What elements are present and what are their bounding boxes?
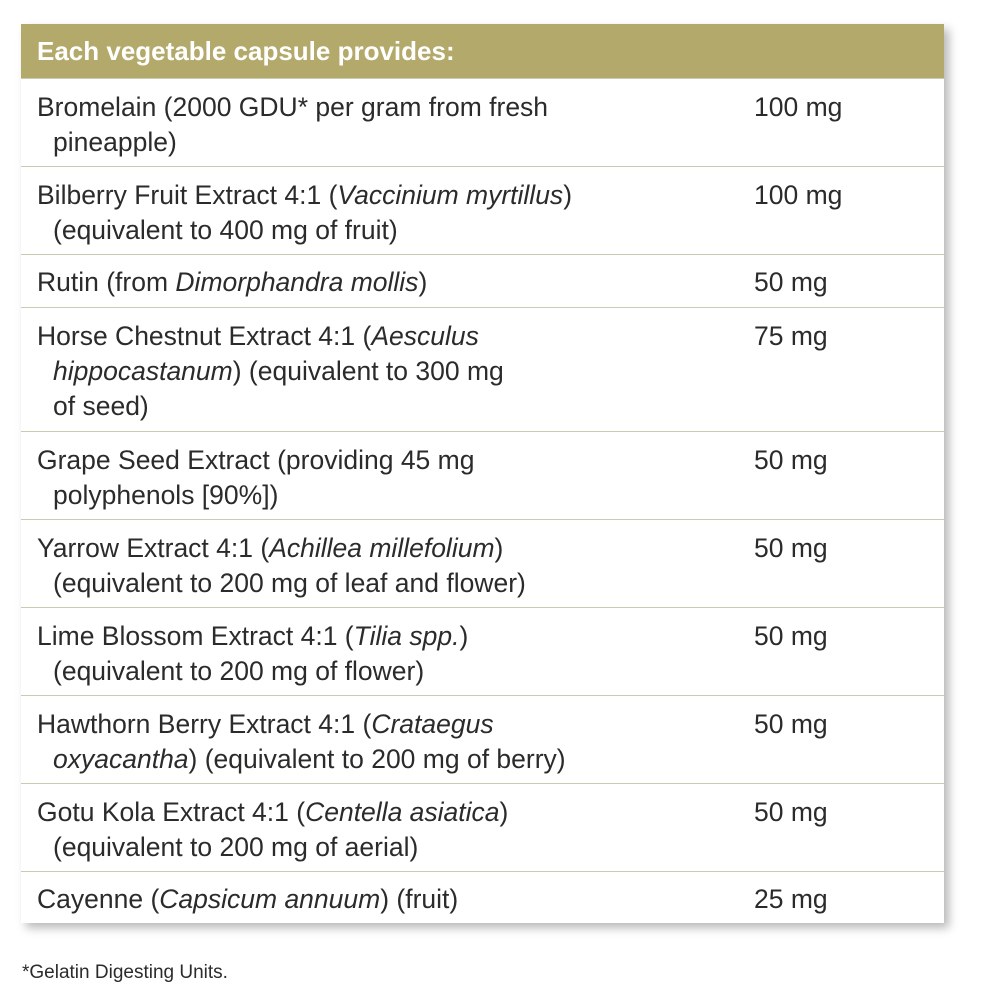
table-row <box>21 519 944 607</box>
table-row <box>21 78 944 166</box>
ingredient-cell <box>21 443 739 519</box>
ingredient-line-1: Cayenne (Capsicum annuum) (fruit) <box>37 884 459 914</box>
ingredient-cell <box>21 265 739 307</box>
ingredient-cell <box>21 707 739 783</box>
footnote: *Gelatin Digesting Units. <box>22 962 228 983</box>
ingredient-line-2: hippocastanum) (equivalent to 300 mg <box>53 356 504 386</box>
ingredient-cell <box>21 882 739 923</box>
ingredient-line-1: Lime Blossom Extract 4:1 (Tilia spp.) <box>37 621 469 651</box>
ingredient-line-1: Gotu Kola Extract 4:1 (Centella asiatica) <box>37 797 509 827</box>
ingredient-cell <box>21 319 739 431</box>
ingredient-line-3: of seed) <box>53 391 149 421</box>
table-row <box>21 166 944 254</box>
ingredient-line-1: Bilberry Fruit Extract 4:1 (Vaccinium myrtillus) <box>37 180 573 210</box>
amount-cell: 100 mg <box>754 92 843 122</box>
ingredient-cell <box>21 619 739 695</box>
amount-cell: 25 mg <box>754 884 828 914</box>
amount-cell: 50 mg <box>754 267 828 297</box>
table-row <box>21 431 944 519</box>
amount-cell: 50 mg <box>754 709 828 739</box>
amount-cell: 50 mg <box>754 445 828 475</box>
table-row <box>21 783 944 871</box>
ingredient-cell <box>21 178 739 254</box>
table-header: Each vegetable capsule provides: <box>21 24 944 78</box>
ingredient-line-2: (equivalent to 200 mg of leaf and flower) <box>53 568 526 598</box>
ingredient-line-2: polyphenols [90%]) <box>53 480 279 510</box>
ingredient-cell <box>21 795 739 871</box>
amount-cell: 50 mg <box>754 621 828 651</box>
supplement-facts-table <box>21 24 944 923</box>
table-row <box>21 871 944 923</box>
amount-cell: 75 mg <box>754 321 828 351</box>
amount-cell: 50 mg <box>754 797 828 827</box>
ingredient-line-2: (equivalent to 200 mg of flower) <box>53 656 425 686</box>
ingredient-line-1: Hawthorn Berry Extract 4:1 (Crataegus <box>37 709 494 739</box>
amount-cell: 100 mg <box>754 180 843 210</box>
ingredient-line-2: (equivalent to 200 mg of aerial) <box>53 832 419 862</box>
ingredient-line-2: pineapple) <box>53 127 177 157</box>
table-row <box>21 607 944 695</box>
ingredient-line-1: Rutin (from Dimorphandra mollis) <box>37 267 428 297</box>
table-row <box>21 695 944 783</box>
ingredient-line-2: oxyacantha) (equivalent to 200 mg of berry) <box>53 744 566 774</box>
ingredient-line-1: Yarrow Extract 4:1 (Achillea millefolium) <box>37 533 504 563</box>
ingredient-line-1: Horse Chestnut Extract 4:1 (Aesculus <box>37 321 479 351</box>
table-row <box>21 254 944 307</box>
amount-cell: 50 mg <box>754 533 828 563</box>
table-row <box>21 307 944 431</box>
ingredient-cell <box>21 90 739 166</box>
ingredient-line-2: (equivalent to 400 mg of fruit) <box>53 215 398 245</box>
ingredient-line-1: Grape Seed Extract (providing 45 mg <box>37 445 475 475</box>
ingredient-cell <box>21 531 739 607</box>
ingredient-line-1: Bromelain (2000 GDU* per gram from fresh <box>37 92 549 122</box>
